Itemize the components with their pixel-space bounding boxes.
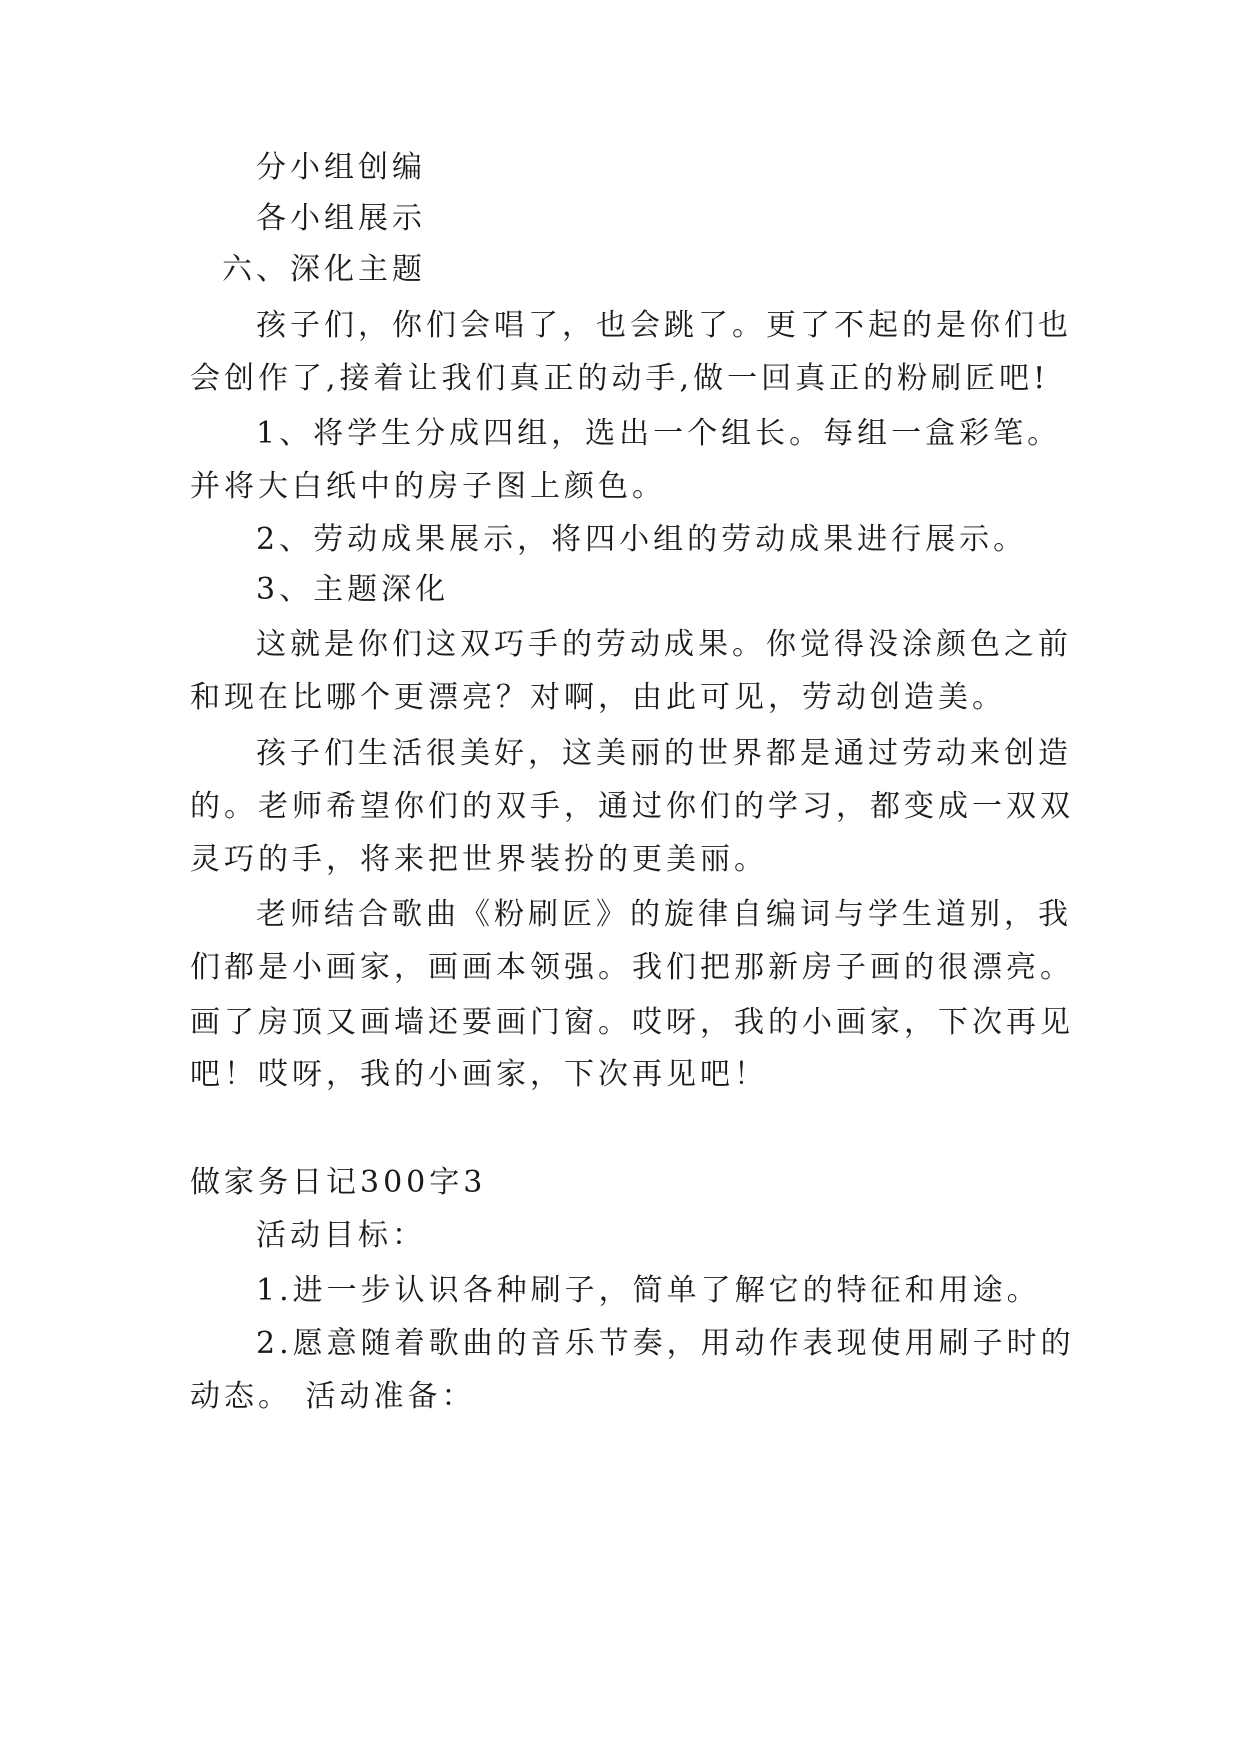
text-line: 的。老师希望你们的双手，通过你们的学习，都变成一双双 — [190, 789, 1074, 824]
text-line: 1、将学生分成四组，选出一个组长。每组一盒彩笔。 — [256, 416, 1062, 451]
text-line: 们都是小画家，画画本领强。我们把那新房子画的很漂亮。 — [190, 950, 1074, 985]
section-title: 做家务日记300字3 — [190, 1165, 487, 1200]
text-line: 会创作了,接着让我们真正的动手,做一回真正的粉刷匠吧! — [190, 361, 1050, 396]
text-line: 吧！哎呀，我的小画家，下次再见吧！ — [190, 1057, 768, 1092]
text-line: 2.愿意随着歌曲的音乐节奏，用动作表现使用刷子时的 — [256, 1326, 1075, 1361]
text-line: 灵巧的手，将来把世界装扮的更美丽。 — [190, 842, 768, 877]
text-line: 并将大白纸中的房子图上颜色。 — [190, 469, 666, 504]
text-line: 和现在比哪个更漂亮？对啊，由此可见，劳动创造美。 — [190, 680, 1006, 715]
text-line: 2、劳动成果展示，将四小组的劳动成果进行展示。 — [256, 522, 1028, 557]
text-line: 分小组创编 — [256, 150, 426, 185]
text-line: 画了房顶又画墙还要画门窗。哎呀，我的小画家，下次再见 — [190, 1005, 1074, 1040]
text-line: 3、主题深化 — [256, 572, 450, 607]
section-heading: 六、深化主题 — [222, 252, 426, 287]
text-line: 孩子们生活很美好，这美丽的世界都是通过劳动来创造 — [256, 736, 1072, 771]
text-line: 动态。 活动准备： — [190, 1379, 476, 1414]
text-line: 各小组展示 — [256, 201, 426, 236]
text-line: 老师结合歌曲《粉刷匠》的旋律自编词与学生道别，我 — [256, 897, 1072, 932]
text-line: 活动目标： — [256, 1218, 426, 1253]
text-line: 1.进一步认识各种刷子，简单了解它的特征和用途。 — [256, 1273, 1041, 1308]
text-line: 孩子们，你们会唱了，也会跳了。更了不起的是你们也 — [256, 308, 1072, 343]
text-line: 这就是你们这双巧手的劳动成果。你觉得没涂颜色之前 — [256, 627, 1072, 662]
